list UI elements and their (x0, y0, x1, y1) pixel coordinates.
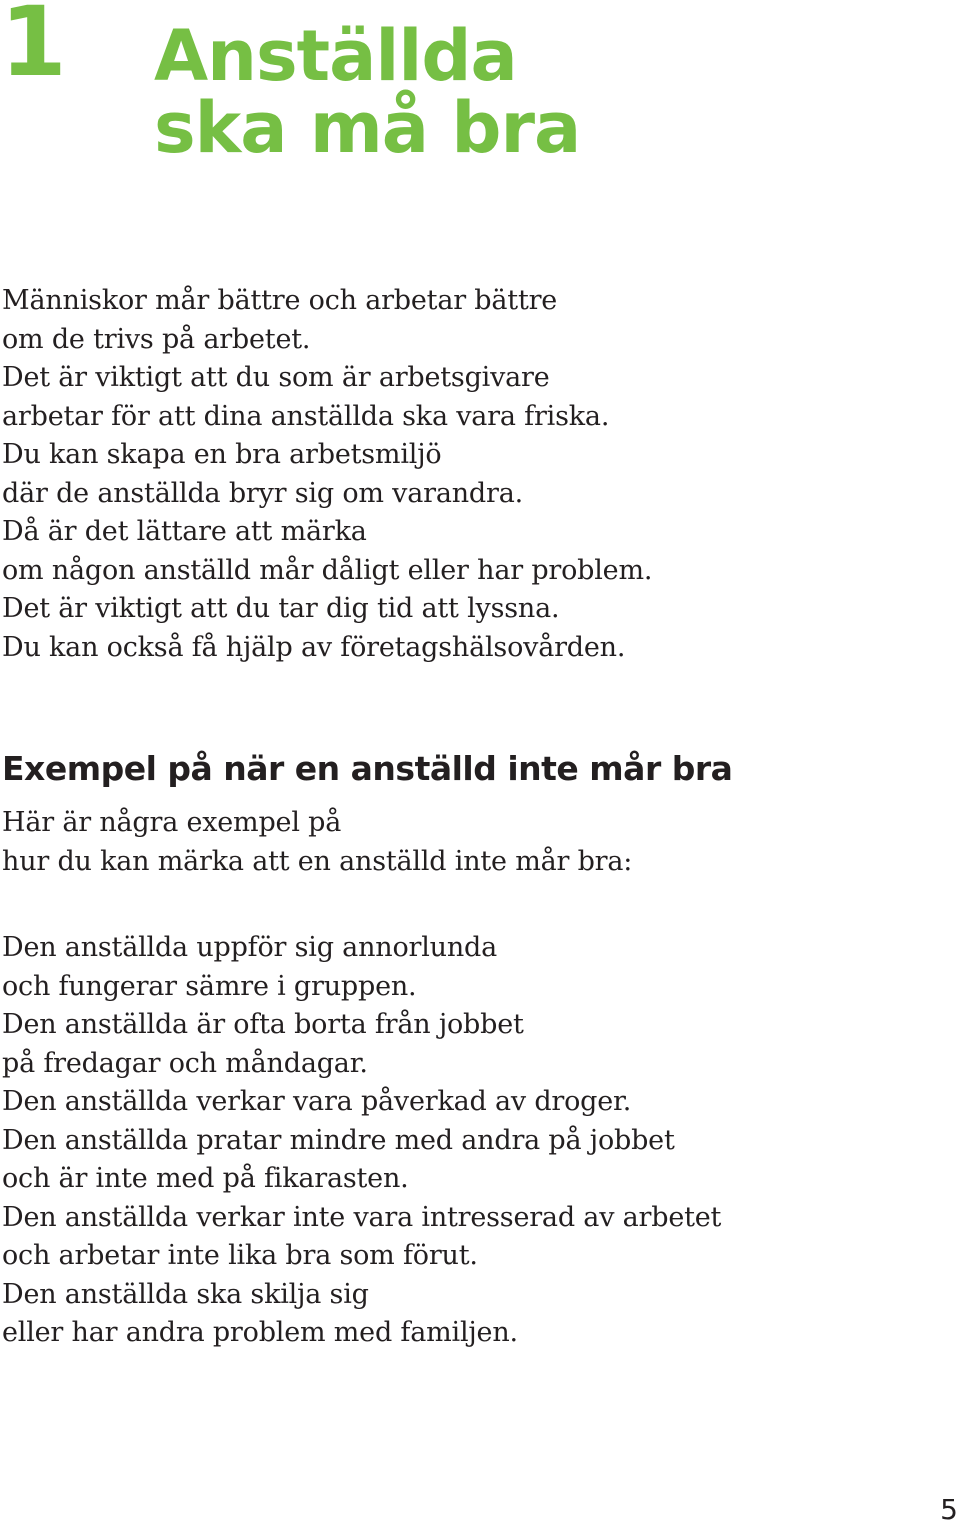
text-line: Den anställda uppför sig annorlunda (2, 932, 498, 963)
text-line: Då är det lättare att märka (2, 516, 367, 547)
text-line: om någon anställd mår dåligt eller har problem. (2, 554, 653, 586)
text-line: och är inte med på fikarasten. (2, 1163, 409, 1194)
chapter-number: 1 (0, 0, 63, 98)
text-line: eller har andra problem med familjen. (2, 1317, 518, 1348)
chapter-title-line: Anställda (154, 15, 517, 97)
text-line: och fungerar sämre i gruppen. (2, 970, 417, 1002)
text-line: Människor mår bättre och arbetar bättre (2, 285, 558, 316)
text-line: och arbetar inte lika bra som förut. (2, 1240, 478, 1271)
section-heading: Exempel på när en anställd inte mår bra (2, 749, 733, 788)
text-line: Det är viktigt att du tar dig tid att lyssna. (2, 593, 560, 624)
chapter-title-line: ska må bra (154, 87, 581, 169)
section-intro-paragraph (2, 804, 632, 881)
text-line: om de trivs på arbetet. (2, 323, 311, 355)
text-line: Det är viktigt att du som är arbetsgivare (2, 362, 550, 393)
intro-paragraph (2, 282, 652, 667)
examples-paragraph (2, 929, 721, 1353)
text-line: Du kan skapa en bra arbetsmiljö (2, 439, 442, 470)
text-line: Den anställda pratar mindre med andra på jobbet (2, 1124, 675, 1156)
text-line: Den anställda ska skilja sig (2, 1278, 369, 1310)
text-line: där de anställda bryr sig om varandra. (2, 477, 523, 509)
text-line: Den anställda är ofta borta från jobbet (2, 1009, 524, 1040)
text-line: Den anställda verkar inte vara intresserad av arbetet (2, 1201, 722, 1233)
text-line: Den anställda verkar vara påverkad av droger. (2, 1086, 632, 1117)
text-line: Du kan också få hjälp av företagshälsovården. (2, 631, 626, 663)
text-line: på fredagar och måndagar. (2, 1047, 368, 1079)
page-number: 5 (940, 1493, 958, 1526)
text-line: hur du kan märka att en anställd inte mår bra: (2, 845, 633, 877)
text-line: Här är några exempel på (2, 807, 342, 838)
chapter-title (154, 15, 581, 169)
text-line: arbetar för att dina anställda ska vara friska. (2, 400, 610, 432)
